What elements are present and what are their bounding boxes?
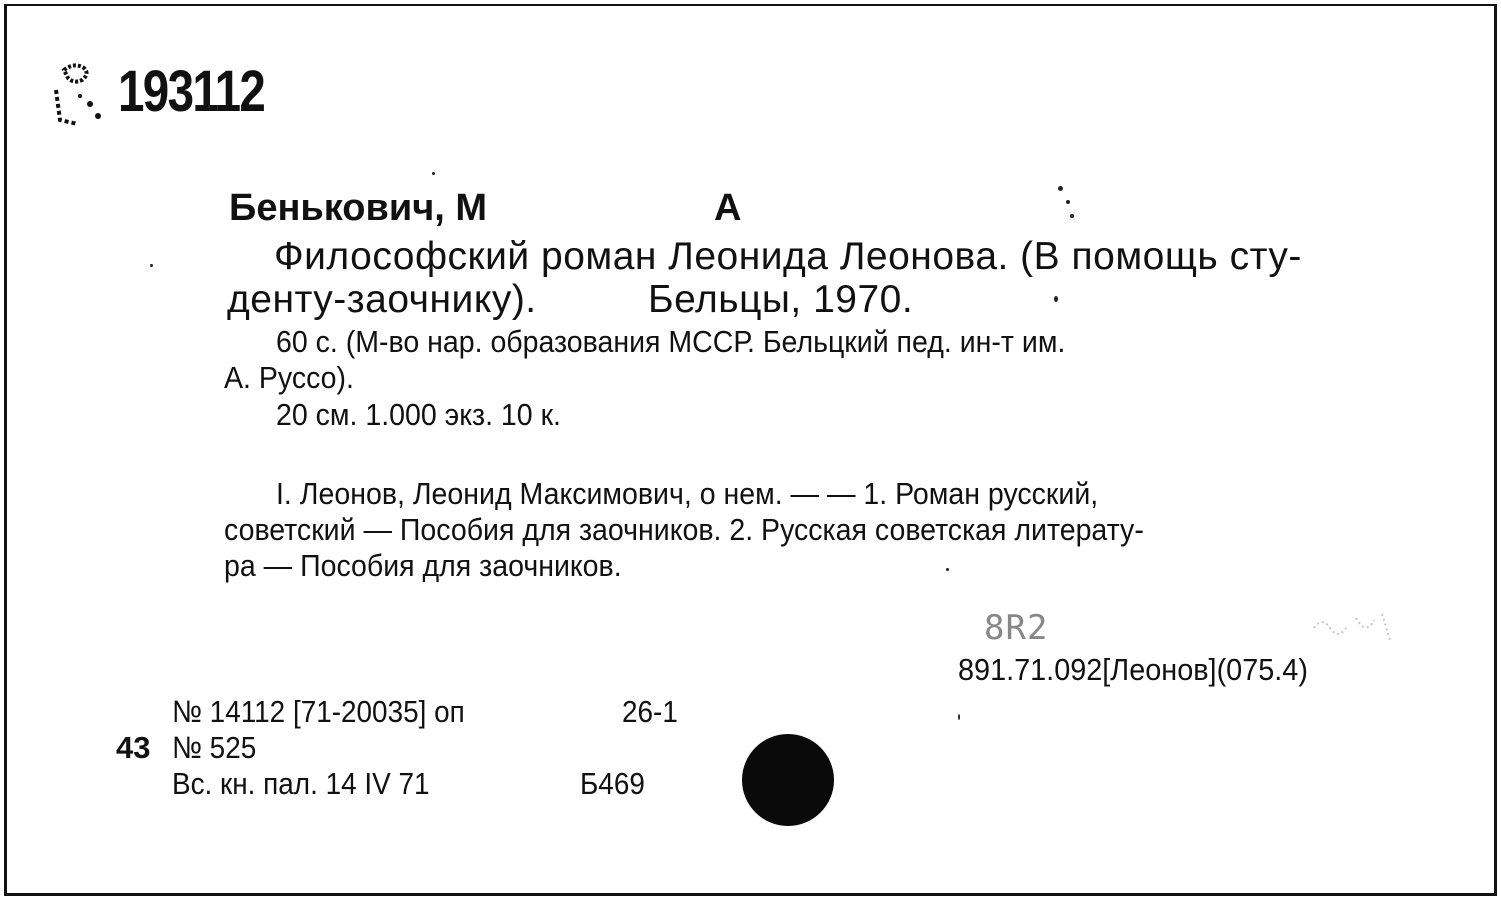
title-line-2: денту-заочнику). <box>227 278 537 321</box>
speck <box>1070 214 1074 218</box>
subject-line-2: советский — Пособия для заочников. 2. Русская советская литерату- <box>224 512 1144 547</box>
physical-description-line-1: 60 с. (М-во нар. образования МССР. Бельцкий пед. ин-т им. <box>276 324 1066 359</box>
footer-line-2: № 525 <box>172 730 257 765</box>
imprint: Бельцы, 1970. <box>648 278 914 321</box>
physical-description-line-2: А. Руссо). <box>224 360 354 395</box>
physical-description-line-3: 20 см. 1.000 экз. 10 к. <box>276 397 561 432</box>
author-heading: Бенькович, М <box>229 187 488 229</box>
handwritten-mark: 8R2 <box>984 608 1049 648</box>
speck <box>1066 200 1070 204</box>
classification-code: 891.71.092[Леонов](075.4) <box>958 652 1308 687</box>
faded-handwriting-icon <box>1310 606 1400 646</box>
author-initial: А <box>714 187 742 229</box>
punch-hole <box>742 734 834 826</box>
speck <box>1058 186 1063 191</box>
speck <box>432 172 435 175</box>
footer-line-3-right: Б469 <box>580 766 645 801</box>
speck <box>946 568 949 571</box>
stamp-mark <box>50 60 112 130</box>
speck <box>150 264 153 267</box>
title-line-1: Философский роман Леонида Леонова. (В помощь сту- <box>274 235 1302 278</box>
footer-line-1: № 14112 [71-20035] оп <box>172 694 465 729</box>
footer-line-3: Вс. кн. пал. 14 IV 71 <box>172 766 430 801</box>
card-number: 193112 <box>118 59 265 124</box>
footer-line-1-right: 26-1 <box>622 694 678 729</box>
footer-prefix: 43 <box>116 730 151 765</box>
subject-line-1: I. Леонов, Леонид Максимович, о нем. — — 1. Роман русский, <box>276 476 1099 511</box>
speck <box>1054 296 1058 302</box>
subject-line-3: ра — Пособия для заочников. <box>224 548 622 583</box>
speck <box>958 714 960 720</box>
